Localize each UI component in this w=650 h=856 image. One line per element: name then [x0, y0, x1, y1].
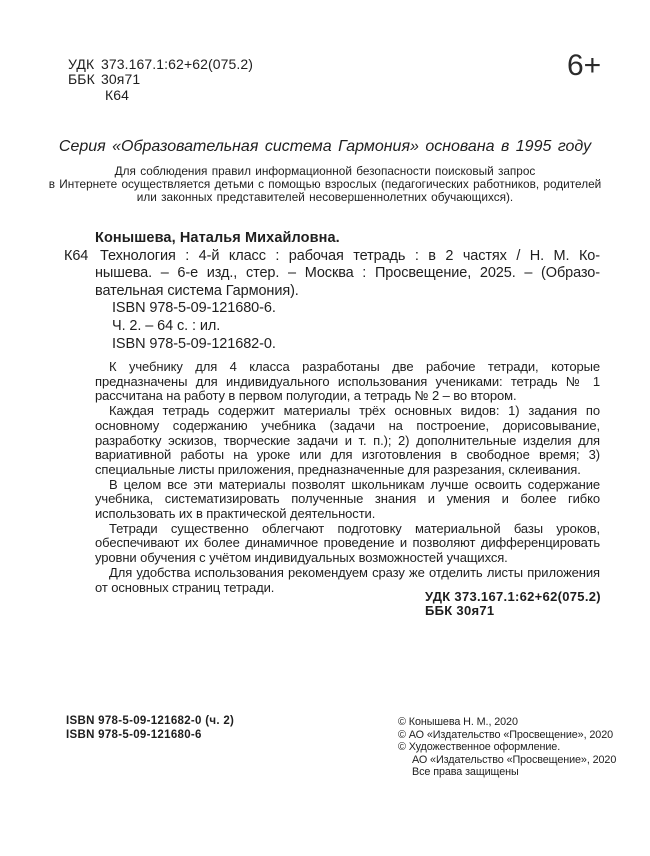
info-notice-line-3: или законных представителей несовершеннолетних обучающихся).	[136, 190, 514, 204]
info-notice-line-2: в Интернете осуществляется детьми с помощью взрослых (педагогических работников, родителей	[48, 177, 602, 191]
annotation-paragraph-1: К учебнику для 4 класса разработаны две рабочие тетради, которые предназначены для индивидуального использования учениками: тетрадь № 1 рассчитана на работу в первом полугодии, а тетрадь № 2 – во втором.	[95, 359, 600, 404]
annotation-paragraph-4: Тетради существенно облегчают подготовку материальной базы уроков, обеспечивают их более динамичное проведение и позволяют дифференцировать уровни обучения с учётом индивидуальных возможностей учащихся.	[95, 520, 600, 566]
author-sign-row	[68, 88, 253, 103]
copyright-publisher: © АО «Издательство «Просвещение», 2020	[398, 728, 614, 741]
annotation-block	[95, 360, 600, 595]
annotation-paragraph-5: Для удобства использования рекомендуем сразу же отделить листы приложения от основных страниц тетради.	[95, 564, 600, 595]
catalog-line-2: нышева. – 6-е изд., стер. – Москва : Просвещение, 2025. – (Образо-	[95, 265, 600, 282]
bottom-bbk: ББК 30я71	[425, 602, 495, 618]
annotation-paragraph-3: В целом все эти материалы позволят школьникам лучше освоить содержание учебника, систематизировать полученные знания и умения и более гибко использовать их в практической деятельности.	[95, 476, 600, 522]
catalog-first-line	[64, 247, 600, 266]
top-classification-codes	[68, 57, 253, 103]
catalog-title-line: Технология : 4-й класс : рабочая тетрадь : в 2 частях / Н. М. Ко-	[100, 247, 600, 264]
catalog-entry	[64, 230, 600, 353]
bottom-udk: УДК 373.167.1:62+62(075.2)	[425, 589, 601, 604]
catalog-author-sign: К64	[64, 247, 89, 264]
footer-isbn-part: ISBN 978-5-09-121682-0 (ч. 2)	[66, 715, 235, 727]
catalog-author: Конышева, Наталья Михайловна.	[95, 230, 340, 246]
bbk-row	[68, 72, 253, 87]
catalog-part-info: Ч. 2. – 64 с. : ил.	[112, 317, 221, 334]
footer-isbn-main: ISBN 978-5-09-121680-6	[66, 728, 202, 741]
bbk-value: 30я71	[101, 71, 141, 88]
bottom-classification-codes	[425, 590, 601, 617]
copyright-design-publisher: АО «Издательство «Просвещение», 2020	[412, 753, 617, 766]
author-sign: К64	[105, 86, 130, 103]
info-safety-notice	[0, 165, 650, 204]
footer-copyright-block	[398, 716, 616, 779]
copyright-author: © Конышева Н. М., 2020	[398, 716, 518, 728]
copyright-rights-reserved: Все права защищены	[412, 766, 519, 778]
catalog-isbn-1: ISBN 978-5-09-121680-6.	[112, 300, 276, 317]
udk-row	[68, 57, 253, 72]
udk-label: УДК	[68, 56, 95, 72]
udk-value: 373.167.1:62+62(075.2)	[101, 56, 254, 72]
bbk-label: ББК	[68, 71, 95, 88]
catalog-isbn-2: ISBN 978-5-09-121682-0.	[112, 335, 276, 352]
annotation-paragraph-2: Каждая тетрадь содержит материалы трёх основных видов: 1) задания по основному содержанию учебника (задачи на построение, дорисовывание, разработку эскизов, творческие задачи и т. п.); 2) дополнительные изделия для вариативной работы на уроке или для изготовления в свободное время; 3) специальные листы приложения, предназначенные для разрезания, склеивания.	[95, 403, 600, 477]
series-line: Серия «Образовательная система Гармония» основана в 1995 году	[58, 138, 592, 155]
age-rating-badge: 6+	[567, 49, 602, 82]
info-notice-line-1: Для соблюдения правил информационной безопасности поисковый запрос	[114, 164, 536, 178]
footer-isbn-block	[66, 715, 234, 742]
copyright-design: © Художественное оформление.	[398, 741, 561, 753]
catalog-line-3: вательная система Гармония).	[95, 282, 299, 299]
